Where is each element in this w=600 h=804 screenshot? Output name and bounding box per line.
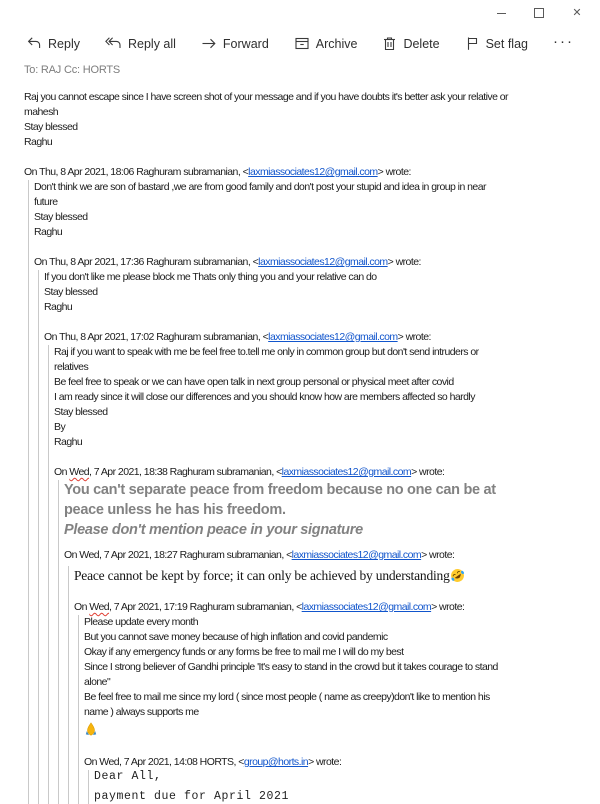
attr-day: Wed [99,756,120,768]
close-button[interactable] [558,0,596,26]
sender-email-link[interactable]: laxmiassociates12@gmail.com [248,166,378,178]
attr-mid: , 8 Apr 2021, 17:02 Raghuram subramanian, < [75,331,269,343]
reply-icon [26,36,42,51]
quote-line: Don't think we are son of bastard ,we are from good family and don't post your stupid and idea in group in near [34,181,486,193]
quote-block-4 [58,480,600,804]
quote-line: Okay if any emergency funds or any forms be free to mail me I will do my best [84,646,404,658]
attr-day-misspelled: Wed [89,601,110,613]
set-flag-button[interactable] [465,36,528,51]
quote-line: alone" [84,676,111,688]
quote-line: Raghu [54,436,83,448]
mono-quote-line: Dear All, [94,770,162,783]
quote-line: future [34,196,58,208]
sender-email-link[interactable]: laxmiassociates12@gmail.com [258,256,388,268]
reply-label: Reply [48,36,80,51]
attr-day: Wed [79,549,100,561]
recipients-line: To: RAJ Cc: HORTS [24,64,121,76]
sender-email-link[interactable]: laxmiassociates12@gmail.com [268,331,398,343]
message-line: mahesh [24,106,59,118]
forward-icon [201,36,217,51]
quote-block-6 [78,615,600,804]
attr-on: On [34,256,50,268]
quote-line: By [54,421,66,433]
quote-block-5 [68,566,600,804]
sender-email-link[interactable]: laxmiassociates12@gmail.com [291,549,422,561]
attr-day-misspelled: Wed [69,466,90,478]
delete-icon [382,36,397,51]
set-flag-icon [465,36,480,51]
quote-line: Please update every month [84,616,199,628]
message-body [24,90,600,804]
quote-line: name ) always supports me [84,706,199,718]
quote-attribution [34,255,600,270]
delete-label: Delete [403,36,440,51]
quote-line: Since I strong believer of Gandhi principle 'It's easy to stand in the crowd but it takes courage to stand [84,661,498,673]
attr-on: On [84,756,100,768]
reply-button[interactable] [26,36,80,51]
quote-line: I am ready since it will close our differences and you should know how are members affected so hardly [54,391,475,403]
big-quote-italic-line: Please don't mention peace in your signature [64,522,363,538]
attr-mid: , 7 Apr 2021, 17:19 Raghuram subramanian, < [109,601,302,613]
mono-quote-line-clipped: payment due for April 2021 [94,790,290,803]
quote-line: Be feel free to speak or we can have open talk in next group personal or physical meet after covid [54,376,454,388]
forward-button[interactable] [201,36,269,51]
attr-on: On [24,166,40,178]
attr-suffix: > wrote: [431,601,465,613]
attr-suffix: > wrote: [421,549,455,561]
big-quote-line: You can't separate peace from freedom because no one can be at [64,482,496,498]
delete-button[interactable] [382,36,439,51]
quote-block-1 [28,180,600,804]
attr-on: On [74,601,90,613]
attr-on: On [44,331,60,343]
attr-suffix: > wrote: [308,756,342,768]
attr-on: On [54,466,70,478]
mail-toolbar [0,33,600,54]
archive-button[interactable] [294,36,358,51]
maximize-icon [534,8,544,18]
quote-attribution [54,465,600,480]
serif-quote-text: Peace cannot be kept by force; it can only be achieved by understanding [74,568,450,583]
quote-line: Stay blessed [54,406,108,418]
attr-mid: , 7 Apr 2021, 14:08 HORTS, < [119,756,244,768]
reply-all-icon [105,36,122,51]
quote-line: Be feel free to mail me since my lord ( since most people ( name as creepy)don't like to mention his [84,691,490,703]
close-icon: ✕ [572,6,582,19]
attr-suffix: > wrote: [411,466,445,478]
reply-all-label: Reply all [127,36,176,51]
attr-mid: , 8 Apr 2021, 18:06 Raghuram subramanian, < [55,166,249,178]
quote-line: Stay blessed [34,211,88,223]
message-line: Raghu [24,136,53,148]
attr-mid: , 7 Apr 2021, 18:38 Raghuram subramanian, < [89,466,282,478]
attr-suffix: > wrote: [387,256,421,268]
attr-suffix: > wrote: [377,166,411,178]
sender-email-link[interactable]: laxmiassociates12@gmail.com [301,601,432,613]
quote-attribution [84,755,600,770]
quote-attribution [74,600,600,615]
big-quote-line: peace unless he has his freedom. [64,502,286,518]
set-flag-label: Set flag [485,36,528,51]
window-controls [482,0,596,26]
quote-line: If you don't like me please block me Thats only thing you and your relative can do [44,271,377,283]
message-line: Raj you cannot escape since I have screen shot of your message and if you have doubts it's better ask your relative or [24,91,508,103]
reply-all-button[interactable] [105,36,176,51]
quote-line: relatives [54,361,89,373]
sender-email-link[interactable]: laxmiassociates12@gmail.com [281,466,412,478]
attr-mid: , 8 Apr 2021, 17:36 Raghuram subramanian, < [65,256,259,268]
archive-icon [294,36,310,51]
more-icon: ··· [552,33,574,50]
sender-email-link[interactable]: group@horts.in [243,756,309,768]
quote-line: Raghu [34,226,63,238]
quote-attribution [64,548,600,563]
attr-day: Thu [49,256,66,268]
quote-line: But you cannot save money because of high inflation and covid pandemic [84,631,388,643]
forward-label: Forward [222,36,269,51]
quote-block-7 [88,770,600,804]
attr-suffix: > wrote: [397,331,431,343]
attr-day: Thu [59,331,76,343]
emoji-line [84,722,600,740]
minimize-icon [497,13,506,14]
folded-hands-emoji [84,722,98,736]
maximize-button[interactable] [520,0,558,26]
rofl-emoji [450,568,465,583]
quote-line: Raghu [44,301,73,313]
serif-quote-line [74,566,600,585]
quote-line: Stay blessed [44,286,98,298]
quote-block-2 [38,270,600,804]
quote-attribution [44,330,600,345]
archive-label: Archive [315,36,358,51]
quote-attribution [24,165,600,180]
message-line: Stay blessed [24,121,78,133]
quote-block-3 [48,345,600,804]
quote-line: Raj if you want to speak with me be feel free to.tell me only in common group but don't send intruders or [54,346,479,358]
attr-on: On [64,549,80,561]
attr-mid: , 7 Apr 2021, 18:27 Raghuram subramanian, < [99,549,292,561]
more-button[interactable] [553,33,574,54]
attr-day: Thu [39,166,56,178]
minimize-button[interactable] [482,0,520,26]
